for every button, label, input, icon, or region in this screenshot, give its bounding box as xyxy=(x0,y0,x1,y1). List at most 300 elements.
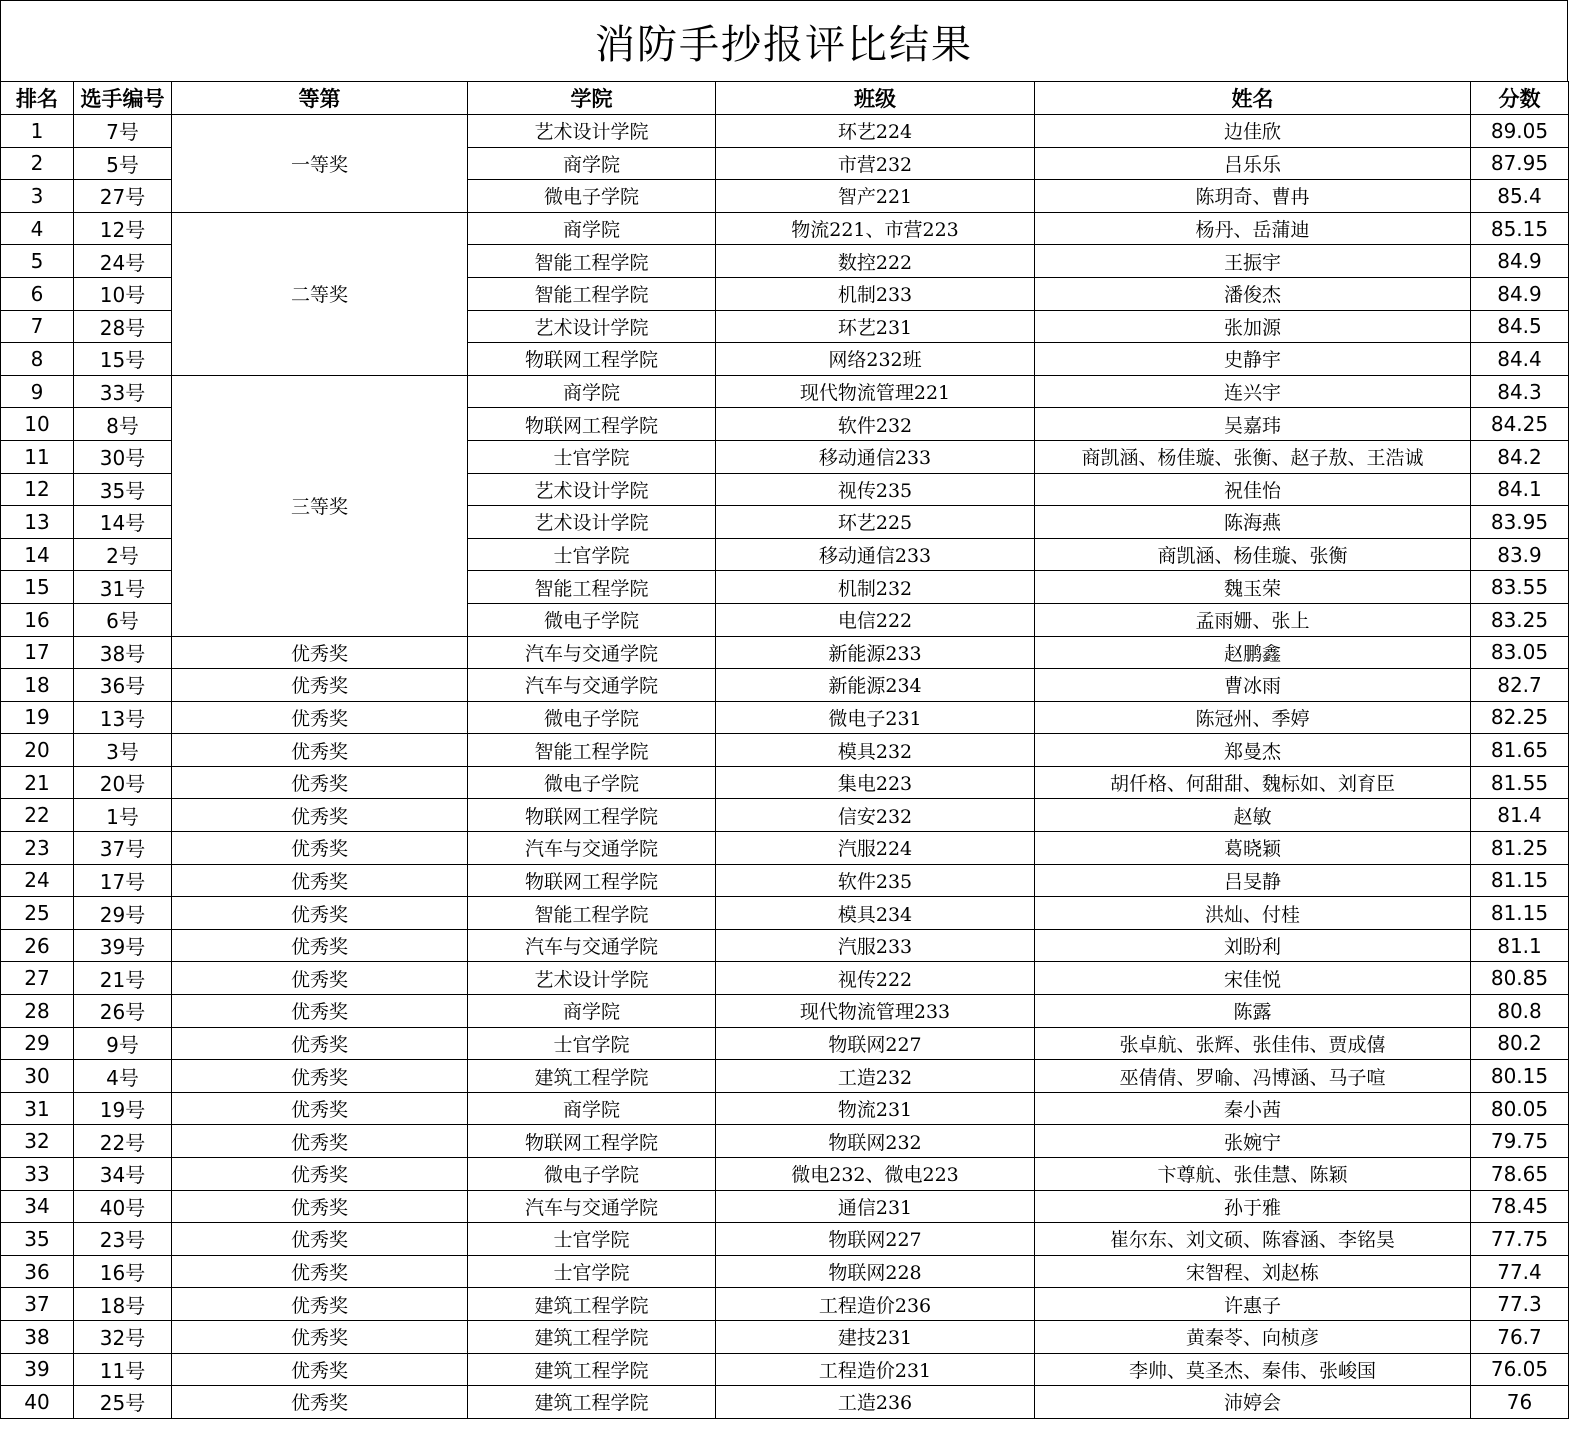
award-cell: 优秀奖 xyxy=(172,1158,468,1191)
names-cell: 陈海燕 xyxy=(1035,506,1471,539)
rank-cell: 27 xyxy=(1,962,74,995)
score-cell: 83.95 xyxy=(1471,506,1569,539)
player-id-cell: 11号 xyxy=(74,1353,172,1386)
rank-cell: 17 xyxy=(1,636,74,669)
names-cell: 宋佳悦 xyxy=(1035,962,1471,995)
score-cell: 84.3 xyxy=(1471,375,1569,408)
player-id-cell: 30号 xyxy=(74,440,172,473)
class-cell: 汽服233 xyxy=(716,929,1035,962)
award-cell: 优秀奖 xyxy=(172,1223,468,1256)
class-cell: 机制232 xyxy=(716,571,1035,604)
rank-cell: 11 xyxy=(1,440,74,473)
table-row xyxy=(1,669,1569,702)
class-cell: 汽服224 xyxy=(716,832,1035,865)
player-id-cell: 29号 xyxy=(74,897,172,930)
award-cell: 优秀奖 xyxy=(172,1060,468,1093)
score-cell: 81.15 xyxy=(1471,897,1569,930)
class-cell: 物流231 xyxy=(716,1092,1035,1125)
score-cell: 80.8 xyxy=(1471,995,1569,1028)
header-college: 学院 xyxy=(468,82,716,115)
score-cell: 82.25 xyxy=(1471,701,1569,734)
class-cell: 市营232 xyxy=(716,147,1035,180)
player-id-cell: 4号 xyxy=(74,1060,172,1093)
class-cell: 视传235 xyxy=(716,473,1035,506)
class-cell: 移动通信233 xyxy=(716,538,1035,571)
score-cell: 81.1 xyxy=(1471,929,1569,962)
class-cell: 物联网228 xyxy=(716,1255,1035,1288)
college-cell: 商学院 xyxy=(468,1092,716,1125)
header-rank: 排名 xyxy=(1,82,74,115)
rank-cell: 33 xyxy=(1,1158,74,1191)
player-id-cell: 24号 xyxy=(74,245,172,278)
rank-cell: 5 xyxy=(1,245,74,278)
award-cell: 优秀奖 xyxy=(172,799,468,832)
rank-cell: 32 xyxy=(1,1125,74,1158)
college-cell: 智能工程学院 xyxy=(468,245,716,278)
player-id-cell: 1号 xyxy=(74,799,172,832)
table-row xyxy=(1,1353,1569,1386)
score-cell: 77.4 xyxy=(1471,1255,1569,1288)
player-id-cell: 2号 xyxy=(74,538,172,571)
player-id-cell: 9号 xyxy=(74,1027,172,1060)
rank-cell: 16 xyxy=(1,603,74,636)
rank-cell: 15 xyxy=(1,571,74,604)
award-cell: 优秀奖 xyxy=(172,1353,468,1386)
rank-cell: 8 xyxy=(1,343,74,376)
class-cell: 模具232 xyxy=(716,734,1035,767)
class-cell: 物联网232 xyxy=(716,1125,1035,1158)
table-row xyxy=(1,636,1569,669)
class-cell: 工造236 xyxy=(716,1386,1035,1419)
score-cell: 84.1 xyxy=(1471,473,1569,506)
player-id-cell: 35号 xyxy=(74,473,172,506)
college-cell: 士官学院 xyxy=(468,440,716,473)
page-title: 消防手抄报评比结果 xyxy=(0,0,1568,81)
names-cell: 陈露 xyxy=(1035,995,1471,1028)
names-cell: 张卓航、张辉、张佳伟、贾成僖 xyxy=(1035,1027,1471,1060)
college-cell: 汽车与交通学院 xyxy=(468,832,716,865)
award-cell: 优秀奖 xyxy=(172,832,468,865)
score-cell: 83.9 xyxy=(1471,538,1569,571)
names-cell: 葛晓颖 xyxy=(1035,832,1471,865)
player-id-cell: 32号 xyxy=(74,1320,172,1353)
score-cell: 83.05 xyxy=(1471,636,1569,669)
award-cell: 三等奖 xyxy=(172,375,468,636)
class-cell: 工造232 xyxy=(716,1060,1035,1093)
player-id-cell: 20号 xyxy=(74,766,172,799)
score-cell: 81.25 xyxy=(1471,832,1569,865)
player-id-cell: 26号 xyxy=(74,995,172,1028)
player-id-cell: 17号 xyxy=(74,864,172,897)
score-cell: 81.15 xyxy=(1471,864,1569,897)
award-cell: 二等奖 xyxy=(172,212,468,375)
player-id-cell: 36号 xyxy=(74,669,172,702)
rank-cell: 29 xyxy=(1,1027,74,1060)
names-cell: 陈玥奇、曹冉 xyxy=(1035,180,1471,213)
college-cell: 士官学院 xyxy=(468,1255,716,1288)
table-row xyxy=(1,734,1569,767)
rank-cell: 23 xyxy=(1,832,74,865)
table-row xyxy=(1,766,1569,799)
table-row xyxy=(1,1255,1569,1288)
rank-cell: 22 xyxy=(1,799,74,832)
table-row xyxy=(1,962,1569,995)
college-cell: 汽车与交通学院 xyxy=(468,1190,716,1223)
player-id-cell: 21号 xyxy=(74,962,172,995)
score-cell: 84.9 xyxy=(1471,277,1569,310)
college-cell: 智能工程学院 xyxy=(468,734,716,767)
score-cell: 81.4 xyxy=(1471,799,1569,832)
class-cell: 移动通信233 xyxy=(716,440,1035,473)
college-cell: 微电子学院 xyxy=(468,180,716,213)
rank-cell: 39 xyxy=(1,1353,74,1386)
player-id-cell: 7号 xyxy=(74,115,172,148)
class-cell: 新能源234 xyxy=(716,669,1035,702)
names-cell: 史静宇 xyxy=(1035,343,1471,376)
college-cell: 物联网工程学院 xyxy=(468,1125,716,1158)
score-cell: 81.65 xyxy=(1471,734,1569,767)
score-cell: 87.95 xyxy=(1471,147,1569,180)
header-names: 姓名 xyxy=(1035,82,1471,115)
class-cell: 机制233 xyxy=(716,277,1035,310)
rank-cell: 12 xyxy=(1,473,74,506)
player-id-cell: 13号 xyxy=(74,701,172,734)
score-cell: 77.75 xyxy=(1471,1223,1569,1256)
names-cell: 崔尔东、刘文硕、陈睿涵、李铭昊 xyxy=(1035,1223,1471,1256)
rank-cell: 26 xyxy=(1,929,74,962)
table-row xyxy=(1,212,1569,245)
class-cell: 物联网227 xyxy=(716,1027,1035,1060)
names-cell: 吴嘉玮 xyxy=(1035,408,1471,441)
player-id-cell: 33号 xyxy=(74,375,172,408)
names-cell: 连兴宇 xyxy=(1035,375,1471,408)
award-cell: 优秀奖 xyxy=(172,734,468,767)
score-cell: 78.65 xyxy=(1471,1158,1569,1191)
class-cell: 工程造价231 xyxy=(716,1353,1035,1386)
names-cell: 秦小茜 xyxy=(1035,1092,1471,1125)
rank-cell: 2 xyxy=(1,147,74,180)
score-cell: 80.85 xyxy=(1471,962,1569,995)
award-cell: 优秀奖 xyxy=(172,962,468,995)
names-cell: 潘俊杰 xyxy=(1035,277,1471,310)
class-cell: 建技231 xyxy=(716,1320,1035,1353)
rank-cell: 3 xyxy=(1,180,74,213)
score-cell: 84.5 xyxy=(1471,310,1569,343)
player-id-cell: 37号 xyxy=(74,832,172,865)
score-cell: 76 xyxy=(1471,1386,1569,1419)
player-id-cell: 28号 xyxy=(74,310,172,343)
rank-cell: 13 xyxy=(1,506,74,539)
score-cell: 85.15 xyxy=(1471,212,1569,245)
names-cell: 吕乐乐 xyxy=(1035,147,1471,180)
names-cell: 李帅、莫圣杰、秦伟、张峻国 xyxy=(1035,1353,1471,1386)
rank-cell: 7 xyxy=(1,310,74,343)
player-id-cell: 40号 xyxy=(74,1190,172,1223)
class-cell: 现代物流管理233 xyxy=(716,995,1035,1028)
class-cell: 工程造价236 xyxy=(716,1288,1035,1321)
player-id-cell: 34号 xyxy=(74,1158,172,1191)
table-row xyxy=(1,1190,1569,1223)
class-cell: 环艺231 xyxy=(716,310,1035,343)
rank-cell: 1 xyxy=(1,115,74,148)
college-cell: 汽车与交通学院 xyxy=(468,636,716,669)
award-cell: 优秀奖 xyxy=(172,1027,468,1060)
score-cell: 77.3 xyxy=(1471,1288,1569,1321)
college-cell: 商学院 xyxy=(468,995,716,1028)
score-cell: 80.15 xyxy=(1471,1060,1569,1093)
rank-cell: 21 xyxy=(1,766,74,799)
names-cell: 张婉宁 xyxy=(1035,1125,1471,1158)
score-cell: 84.9 xyxy=(1471,245,1569,278)
college-cell: 艺术设计学院 xyxy=(468,310,716,343)
names-cell: 黄秦苓、向桢彦 xyxy=(1035,1320,1471,1353)
header-score: 分数 xyxy=(1471,82,1569,115)
rank-cell: 20 xyxy=(1,734,74,767)
names-cell: 商凯涵、杨佳璇、张衡 xyxy=(1035,538,1471,571)
names-cell: 祝佳怡 xyxy=(1035,473,1471,506)
score-cell: 79.75 xyxy=(1471,1125,1569,1158)
rank-cell: 10 xyxy=(1,408,74,441)
rank-cell: 14 xyxy=(1,538,74,571)
table-row xyxy=(1,1027,1569,1060)
award-cell: 优秀奖 xyxy=(172,897,468,930)
score-cell: 81.55 xyxy=(1471,766,1569,799)
names-cell: 张加源 xyxy=(1035,310,1471,343)
class-cell: 环艺224 xyxy=(716,115,1035,148)
names-cell: 商凯涵、杨佳璇、张衡、赵子敖、王浩诚 xyxy=(1035,440,1471,473)
class-cell: 环艺225 xyxy=(716,506,1035,539)
player-id-cell: 39号 xyxy=(74,929,172,962)
score-cell: 84.4 xyxy=(1471,343,1569,376)
rank-cell: 25 xyxy=(1,897,74,930)
college-cell: 士官学院 xyxy=(468,1223,716,1256)
rank-cell: 6 xyxy=(1,277,74,310)
names-cell: 沛婷会 xyxy=(1035,1386,1471,1419)
names-cell: 胡仟格、何甜甜、魏标如、刘育臣 xyxy=(1035,766,1471,799)
class-cell: 电信222 xyxy=(716,603,1035,636)
rank-cell: 4 xyxy=(1,212,74,245)
names-cell: 赵鹏鑫 xyxy=(1035,636,1471,669)
award-cell: 一等奖 xyxy=(172,115,468,213)
score-cell: 89.05 xyxy=(1471,115,1569,148)
names-cell: 巫倩倩、罗喻、冯博涵、马子喧 xyxy=(1035,1060,1471,1093)
score-cell: 84.25 xyxy=(1471,408,1569,441)
player-id-cell: 19号 xyxy=(74,1092,172,1125)
names-cell: 孙于雅 xyxy=(1035,1190,1471,1223)
college-cell: 智能工程学院 xyxy=(468,571,716,604)
results-table xyxy=(0,81,1569,1419)
class-cell: 现代物流管理221 xyxy=(716,375,1035,408)
names-cell: 洪灿、付桂 xyxy=(1035,897,1471,930)
college-cell: 艺术设计学院 xyxy=(468,115,716,148)
score-cell: 83.25 xyxy=(1471,603,1569,636)
table-row xyxy=(1,1386,1569,1419)
class-cell: 网络232班 xyxy=(716,343,1035,376)
player-id-cell: 27号 xyxy=(74,180,172,213)
college-cell: 建筑工程学院 xyxy=(468,1288,716,1321)
award-cell: 优秀奖 xyxy=(172,864,468,897)
score-cell: 80.05 xyxy=(1471,1092,1569,1125)
award-cell: 优秀奖 xyxy=(172,1092,468,1125)
score-cell: 84.2 xyxy=(1471,440,1569,473)
class-cell: 视传222 xyxy=(716,962,1035,995)
player-id-cell: 18号 xyxy=(74,1288,172,1321)
college-cell: 微电子学院 xyxy=(468,1158,716,1191)
college-cell: 微电子学院 xyxy=(468,603,716,636)
header-player-id: 选手编号 xyxy=(74,82,172,115)
rank-cell: 31 xyxy=(1,1092,74,1125)
names-cell: 曹冰雨 xyxy=(1035,669,1471,702)
player-id-cell: 15号 xyxy=(74,343,172,376)
player-id-cell: 38号 xyxy=(74,636,172,669)
table-row xyxy=(1,1092,1569,1125)
table-row xyxy=(1,1125,1569,1158)
score-cell: 82.7 xyxy=(1471,669,1569,702)
table-row xyxy=(1,929,1569,962)
score-cell: 85.4 xyxy=(1471,180,1569,213)
names-cell: 郑曼杰 xyxy=(1035,734,1471,767)
college-cell: 建筑工程学院 xyxy=(468,1320,716,1353)
college-cell: 艺术设计学院 xyxy=(468,962,716,995)
table-row xyxy=(1,799,1569,832)
college-cell: 汽车与交通学院 xyxy=(468,669,716,702)
player-id-cell: 12号 xyxy=(74,212,172,245)
college-cell: 物联网工程学院 xyxy=(468,864,716,897)
college-cell: 商学院 xyxy=(468,375,716,408)
college-cell: 智能工程学院 xyxy=(468,277,716,310)
college-cell: 汽车与交通学院 xyxy=(468,929,716,962)
college-cell: 建筑工程学院 xyxy=(468,1353,716,1386)
college-cell: 微电子学院 xyxy=(468,701,716,734)
rank-cell: 24 xyxy=(1,864,74,897)
score-cell: 78.45 xyxy=(1471,1190,1569,1223)
class-cell: 新能源233 xyxy=(716,636,1035,669)
award-cell: 优秀奖 xyxy=(172,1386,468,1419)
college-cell: 物联网工程学院 xyxy=(468,343,716,376)
player-id-cell: 10号 xyxy=(74,277,172,310)
class-cell: 物联网227 xyxy=(716,1223,1035,1256)
class-cell: 智产221 xyxy=(716,180,1035,213)
score-cell: 83.55 xyxy=(1471,571,1569,604)
rank-cell: 37 xyxy=(1,1288,74,1321)
header-award: 等第 xyxy=(172,82,468,115)
award-cell: 优秀奖 xyxy=(172,669,468,702)
rank-cell: 9 xyxy=(1,375,74,408)
college-cell: 微电子学院 xyxy=(468,766,716,799)
college-cell: 艺术设计学院 xyxy=(468,473,716,506)
award-cell: 优秀奖 xyxy=(172,1288,468,1321)
table-row xyxy=(1,115,1569,148)
names-cell: 宋智程、刘赵栋 xyxy=(1035,1255,1471,1288)
college-cell: 智能工程学院 xyxy=(468,897,716,930)
player-id-cell: 25号 xyxy=(74,1386,172,1419)
names-cell: 陈冠州、季婷 xyxy=(1035,701,1471,734)
names-cell: 魏玉荣 xyxy=(1035,571,1471,604)
table-row xyxy=(1,864,1569,897)
rank-cell: 36 xyxy=(1,1255,74,1288)
rank-cell: 18 xyxy=(1,669,74,702)
award-cell: 优秀奖 xyxy=(172,701,468,734)
player-id-cell: 14号 xyxy=(74,506,172,539)
college-cell: 商学院 xyxy=(468,147,716,180)
table-row xyxy=(1,1060,1569,1093)
names-cell: 王振宇 xyxy=(1035,245,1471,278)
table-row xyxy=(1,375,1569,408)
player-id-cell: 5号 xyxy=(74,147,172,180)
player-id-cell: 3号 xyxy=(74,734,172,767)
names-cell: 孟雨姗、张上 xyxy=(1035,603,1471,636)
player-id-cell: 23号 xyxy=(74,1223,172,1256)
names-cell: 刘盼利 xyxy=(1035,929,1471,962)
names-cell: 边佳欣 xyxy=(1035,115,1471,148)
award-cell: 优秀奖 xyxy=(172,929,468,962)
class-cell: 集电223 xyxy=(716,766,1035,799)
table-row xyxy=(1,897,1569,930)
class-cell: 软件232 xyxy=(716,408,1035,441)
class-cell: 数控222 xyxy=(716,245,1035,278)
award-cell: 优秀奖 xyxy=(172,1320,468,1353)
award-cell: 优秀奖 xyxy=(172,766,468,799)
rank-cell: 30 xyxy=(1,1060,74,1093)
results-body xyxy=(1,115,1569,1419)
class-cell: 信安232 xyxy=(716,799,1035,832)
score-cell: 80.2 xyxy=(1471,1027,1569,1060)
player-id-cell: 22号 xyxy=(74,1125,172,1158)
college-cell: 士官学院 xyxy=(468,1027,716,1060)
score-cell: 76.7 xyxy=(1471,1320,1569,1353)
college-cell: 建筑工程学院 xyxy=(468,1060,716,1093)
rank-cell: 40 xyxy=(1,1386,74,1419)
rank-cell: 19 xyxy=(1,701,74,734)
rank-cell: 35 xyxy=(1,1223,74,1256)
college-cell: 建筑工程学院 xyxy=(468,1386,716,1419)
class-cell: 物流221、市营223 xyxy=(716,212,1035,245)
table-row xyxy=(1,1158,1569,1191)
award-cell: 优秀奖 xyxy=(172,1190,468,1223)
award-cell: 优秀奖 xyxy=(172,1125,468,1158)
names-cell: 卞尊航、张佳慧、陈颖 xyxy=(1035,1158,1471,1191)
table-row xyxy=(1,995,1569,1028)
class-cell: 通信231 xyxy=(716,1190,1035,1223)
player-id-cell: 8号 xyxy=(74,408,172,441)
table-row xyxy=(1,1320,1569,1353)
names-cell: 吕旻静 xyxy=(1035,864,1471,897)
table-row xyxy=(1,1223,1569,1256)
table-row xyxy=(1,1288,1569,1321)
college-cell: 物联网工程学院 xyxy=(468,408,716,441)
player-id-cell: 31号 xyxy=(74,571,172,604)
class-cell: 微电232、微电223 xyxy=(716,1158,1035,1191)
class-cell: 模具234 xyxy=(716,897,1035,930)
college-cell: 士官学院 xyxy=(468,538,716,571)
names-cell: 杨丹、岳蒲迪 xyxy=(1035,212,1471,245)
header-class: 班级 xyxy=(716,82,1035,115)
class-cell: 软件235 xyxy=(716,864,1035,897)
class-cell: 微电子231 xyxy=(716,701,1035,734)
award-cell: 优秀奖 xyxy=(172,1255,468,1288)
award-cell: 优秀奖 xyxy=(172,995,468,1028)
rank-cell: 28 xyxy=(1,995,74,1028)
score-cell: 76.05 xyxy=(1471,1353,1569,1386)
rank-cell: 38 xyxy=(1,1320,74,1353)
header-row xyxy=(1,82,1569,115)
college-cell: 物联网工程学院 xyxy=(468,799,716,832)
player-id-cell: 6号 xyxy=(74,603,172,636)
college-cell: 商学院 xyxy=(468,212,716,245)
names-cell: 许惠子 xyxy=(1035,1288,1471,1321)
table-row xyxy=(1,701,1569,734)
award-cell: 优秀奖 xyxy=(172,636,468,669)
